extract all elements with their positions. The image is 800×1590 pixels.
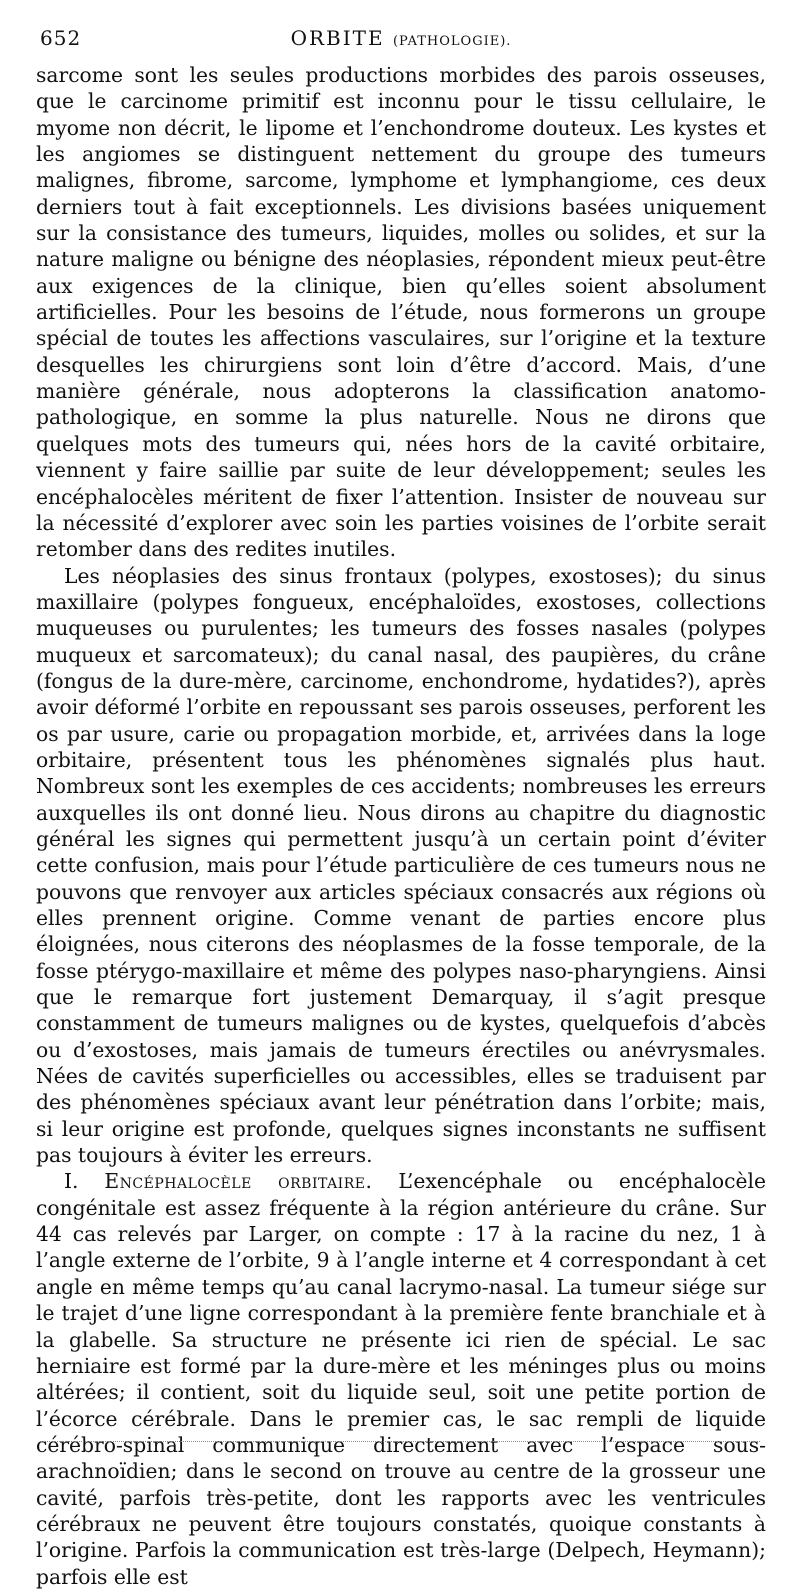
paragraph-continuation: sarcome sont les seules productions morbides des parois osseuses, que le carcinome primitif est inconnu pour le tissu cellulaire, le myome non décrit, le lipome et l’enchondrome douteux. Les kystes et les angiomes se distinguent nettement du groupe des tumeurs malignes, fibrome, sarcome, lymphome et lymphangiome, ces deux derniers tout à fait exceptionnels. Les divisions basées uniquement sur la consistance des tumeurs, liquides, molles ou solides, et sur la nature maligne ou bénigne des néoplasies, répondent mieux peut-être aux exigences de la clinique, bien qu’elles soient absolument artificielles. Pour les besoins de l’étude, nous formerons un groupe spécial de toutes les affections vasculaires, sur l’origine et la texture desquelles les chirurgiens sont loin d’être d’accord. Mais, d’une manière générale, nous adopterons la classification anatomo-pathologique, en somme la plus naturelle. Nous ne dirons que quelques mots des tumeurs qui, nées hors de la cavité orbitaire, viennent y faire saillie par suite de leur développement; seules les encéphalocèles méritent de fixer l’attention. Insister de nouveau sur la nécessité d’explorer avec soin les parties voisines de l’orbite serait retomber dans des redites inutiles. bbox=[36, 63, 766, 562]
book-page bbox=[36, 22, 766, 1590]
section-text: L’exencéphale ou encéphalocèle congénitale est assez fréquente à la région antérieure du crâne. Sur 44 cas relevés par Larger, on compte : 17 à la racine du nez, 1 à l’angle externe de l’orbite, 9 à l’angle interne et 4 correspondant à cet angle en même temps qu’au canal lacrymo-nasal. La tumeur siége sur le trajet d’une ligne correspondant à la première fente branchiale et à la glabelle. Sa structure ne présente ici rien de spécial. Le sac herniaire est formé par la dure-mère et les méninges plus ou moins altérées; il contient, soit du liquide seul, soit une petite portion de l’écorce cérébrale. Dans le premier cas, le sac rempli de liquide cérébro-spinal communique directement avec l’espace sous-arachnoïdien; dans le second on trouve au centre de la grosseur une cavité, parfois très-petite, dont les rapports avec les ventricules cérébraux ne peuvent être toujours constatés, quoique constants à l’origine. Parfois la communication est très-large (Delpech, Heymann); parfois elle est bbox=[36, 1169, 766, 1589]
page-number: 652 bbox=[40, 26, 82, 50]
paragraph-neoplasies: Les néoplasies des sinus frontaux (polypes, exostoses); du sinus maxillaire (polypes fongueux, encéphaloïdes, exostoses, collections muqueuses ou purulentes; les tumeurs des fosses nasales (polypes muqueux et sarcomateux); du canal nasal, des paupières, du crâne (fongus de la dure-mère, carcinome, enchondrome, hydatides?), après avoir déformé l’orbite en repoussant ses parois osseuses, perforent les os par usure, carie ou propagation morbide, et, arrivées dans la loge orbitaire, présentent tous les phénomènes signalés plus haut. Nombreux sont les exemples de ces accidents; nombreuses les erreurs auxquelles ils ont donné lieu. Nous dirons au chapitre du diagnostic général les signes qui permettent jusqu’à un certain point d’éviter cette confusion, mais pour l’étude particulière de ces tumeurs nous ne pouvons que renvoyer aux articles spéciaux consacrés aux régions où elles prennent origine. Comme venant de parties encore plus éloignées, nous citerons des néoplasmes de la fosse temporale, de la fosse ptérygo-maxillaire et même des polypes naso-pharyngiens. Ainsi que le remarque fort justement Demarquay, il s’agit presque constamment de tumeurs malignes ou de kystes, quelquefois d’abcès ou d’exostoses, mais jamais de tumeurs érectiles ou anévrysmales. Nées de cavités superficielles ou accessibles, elles se traduisent par des phénomènes spéciaux avant leur pénétration dans l’orbite; mais, si leur origine est profonde, quelques signes inconstants ne suffisent pas toujours à éviter les erreurs. bbox=[36, 563, 766, 1168]
section-heading: Encéphalocèle orbitaire. bbox=[104, 1169, 373, 1194]
running-header bbox=[36, 22, 766, 62]
body-text bbox=[36, 62, 766, 1590]
running-title-main: ORBITE bbox=[290, 26, 385, 50]
running-title bbox=[36, 26, 766, 50]
running-title-subtitle: (PATHOLOGIE). bbox=[392, 34, 512, 49]
section-number: I. bbox=[64, 1169, 79, 1194]
section-encephalocele bbox=[36, 1168, 766, 1590]
footer-dotted-rule bbox=[40, 1441, 760, 1442]
